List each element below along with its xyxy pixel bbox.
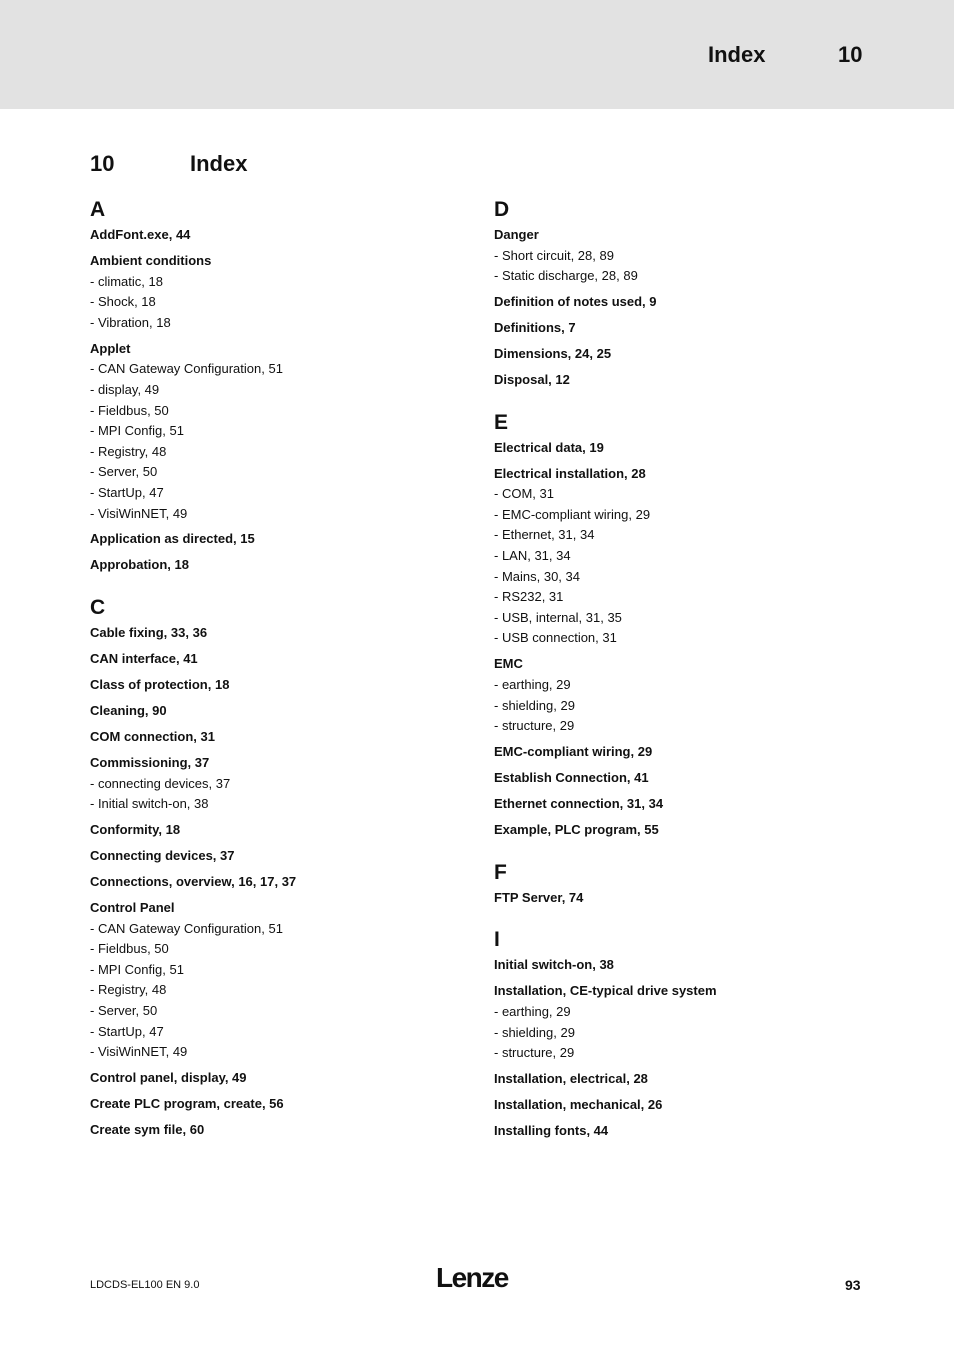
index-entry-term[interactable]: Installation, electrical, 28 [494, 1071, 648, 1087]
index-entry [494, 955, 874, 976]
index-entry-term[interactable]: Definition of notes used, 9 [494, 294, 657, 310]
index-subentry[interactable]: - CAN Gateway Configuration, 51 [90, 361, 283, 377]
index-entry [494, 794, 874, 815]
index-letter-heading: I [494, 928, 500, 952]
index-column-right [494, 198, 874, 1142]
index-entry [494, 292, 874, 313]
index-subentry[interactable]: - CAN Gateway Configuration, 51 [90, 920, 283, 936]
index-entry-term[interactable]: Disposal, 12 [494, 372, 570, 388]
index-entry-term[interactable]: Cable fixing, 33, 36 [90, 625, 208, 641]
index-entry-term[interactable]: Ambient conditions [90, 252, 212, 268]
index-entry-term[interactable]: EMC [494, 656, 523, 672]
index-entry [90, 649, 470, 670]
index-entry-term[interactable]: Cleaning, 90 [90, 703, 167, 719]
index-entry [494, 888, 874, 909]
index-entry [494, 318, 874, 339]
index-entry [90, 727, 470, 748]
running-header-title: Index [708, 42, 766, 67]
index-entry [90, 225, 470, 246]
index-entry [90, 846, 470, 867]
index-subentry[interactable]: - EMC-compliant wiring, 29 [494, 506, 651, 522]
index-subentry[interactable]: - VisiWinNET, 49 [90, 505, 188, 521]
index-entry [90, 820, 470, 841]
index-subentry[interactable]: - VisiWinNET, 49 [90, 1044, 188, 1060]
page-number: 93 [845, 1277, 861, 1293]
index-entry-term[interactable]: Installing fonts, 44 [494, 1123, 609, 1139]
index-entry [90, 675, 470, 696]
index-entry [90, 701, 470, 722]
index-entry-term[interactable]: Application as directed, 15 [90, 531, 255, 547]
index-letter-heading: D [494, 198, 510, 221]
index-entry [494, 742, 874, 763]
index-entry-term[interactable]: Class of protection, 18 [90, 677, 230, 693]
index-subentry[interactable]: - Vibration, 18 [90, 314, 171, 330]
index-entry [494, 370, 874, 391]
index-subentry[interactable]: - StartUp, 47 [90, 484, 164, 500]
index-entry-term[interactable]: EMC-compliant wiring, 29 [494, 744, 653, 760]
index-subentry[interactable]: - shielding, 29 [494, 697, 575, 713]
index-entry [494, 981, 874, 1063]
index-subentry[interactable]: - Server, 50 [90, 464, 158, 480]
index-entry [90, 872, 470, 893]
index-entry [494, 344, 874, 365]
index-entry [494, 464, 874, 649]
index-letter-heading: F [494, 860, 507, 884]
index-entry [90, 339, 470, 524]
index-subentry[interactable]: - Shock, 18 [90, 294, 156, 310]
index-subentry[interactable]: - Initial switch-on, 38 [90, 796, 209, 812]
index-entry-term[interactable]: Conformity, 18 [90, 822, 181, 838]
index-subentry[interactable]: - Server, 50 [90, 1003, 158, 1019]
document-code: LDCDS-EL100 EN 9.0 [90, 1279, 200, 1291]
index-entry-term[interactable]: Initial switch-on, 38 [494, 957, 614, 973]
index-entry [90, 555, 470, 576]
chapter-title: Index [190, 151, 248, 176]
index-subentry[interactable]: - shielding, 29 [494, 1024, 575, 1040]
index-entry-term[interactable]: Danger [494, 227, 539, 242]
index-entry [90, 1094, 470, 1115]
index-subentry[interactable]: - Registry, 48 [90, 443, 167, 459]
index-entry-term[interactable]: Ethernet connection, 31, 34 [494, 796, 664, 812]
header-band [0, 0, 954, 109]
index-entry [90, 1120, 470, 1141]
index-entry-term[interactable]: Create PLC program, create, 56 [90, 1096, 284, 1112]
index-entry-term[interactable]: Applet [90, 340, 131, 356]
index-subentry[interactable]: - Fieldbus, 50 [90, 941, 169, 957]
index-entry [494, 820, 874, 841]
index-subentry[interactable]: - connecting devices, 37 [90, 775, 231, 791]
index-subentry[interactable]: - LAN, 31, 34 [494, 548, 571, 564]
index-subentry[interactable]: - USB, internal, 31, 35 [494, 609, 622, 625]
index-entry-term[interactable]: Example, PLC program, 55 [494, 822, 659, 838]
index-entry [90, 251, 470, 333]
index-subentry[interactable]: - Short circuit, 28, 89 [494, 247, 614, 263]
index-subentry[interactable]: - earthing, 29 [494, 1003, 571, 1019]
index-entry-term[interactable]: Electrical data, 19 [494, 439, 604, 455]
index-entry-term[interactable]: Control panel, display, 49 [90, 1070, 247, 1086]
index-subentry[interactable]: - RS232, 31 [494, 589, 564, 605]
index-subentry[interactable]: - Static discharge, 28, 89 [494, 268, 638, 284]
index-entry [494, 654, 874, 736]
index-entry-term[interactable]: Connections, overview, 16, 17, 37 [90, 874, 297, 890]
index-entry [494, 1095, 874, 1116]
index-subentry[interactable]: - display, 49 [90, 381, 160, 397]
index-entry-term[interactable]: FTP Server, 74 [494, 889, 584, 905]
index-subentry[interactable]: - climatic, 18 [90, 273, 163, 289]
index-subentry[interactable]: - Registry, 48 [90, 982, 167, 998]
index-entry-term[interactable]: Installation, CE-typical drive system [494, 983, 717, 999]
index-entry [494, 768, 874, 789]
index-entry [90, 529, 470, 550]
index-entry-term[interactable]: Approbation, 18 [90, 557, 189, 573]
index-subentry[interactable]: - Mains, 30, 34 [494, 568, 580, 584]
chapter-number: 10 [90, 151, 115, 176]
index-entry [494, 438, 874, 459]
index-subentry[interactable]: - MPI Config, 51 [90, 961, 184, 977]
index-letter-heading: E [494, 410, 509, 434]
index-entry-term[interactable]: Commissioning, 37 [90, 754, 210, 770]
index-entry-term[interactable]: Create sym file, 60 [90, 1122, 205, 1138]
index-entry [90, 623, 470, 644]
index-subentry[interactable]: - USB connection, 31 [494, 630, 617, 646]
index-letter-heading: C [90, 596, 106, 620]
index-entry-term[interactable]: Establish Connection, 41 [494, 770, 649, 786]
index-entry [494, 225, 874, 287]
index-entry-term[interactable]: CAN interface, 41 [90, 651, 198, 667]
index-letter-heading: A [90, 198, 106, 221]
index-entry [90, 1068, 470, 1089]
index-subentry[interactable]: - Ethernet, 31, 34 [494, 527, 595, 543]
index-entry [494, 1121, 874, 1142]
index-subentry[interactable]: - COM, 31 [494, 486, 554, 502]
index-column-left [90, 198, 470, 1141]
index-subentry[interactable]: - earthing, 29 [494, 677, 571, 693]
index-entry [90, 753, 470, 815]
index-entry-term[interactable]: Definitions, 7 [494, 320, 576, 336]
index-entry [494, 1069, 874, 1090]
index-entry [90, 898, 470, 1063]
index-entry-term[interactable]: Connecting devices, 37 [90, 848, 235, 864]
index-entry-term[interactable]: Electrical installation, 28 [494, 465, 646, 481]
lenze-logo: Lenze [436, 1262, 508, 1293]
index-entry-term[interactable]: Dimensions, 24, 25 [494, 346, 612, 362]
index-subentry[interactable]: - structure, 29 [494, 718, 575, 734]
index-subentry[interactable]: - MPI Config, 51 [90, 423, 184, 439]
index-entry-term[interactable]: COM connection, 31 [90, 729, 215, 744]
index-subentry[interactable]: - structure, 29 [494, 1045, 575, 1061]
index-subentry[interactable]: - Fieldbus, 50 [90, 402, 169, 418]
index-entry-term[interactable]: Installation, mechanical, 26 [494, 1097, 663, 1113]
running-header-chapter: 10 [838, 42, 863, 67]
index-entry-term[interactable]: Control Panel [90, 900, 175, 916]
index-subentry[interactable]: - StartUp, 47 [90, 1023, 164, 1039]
index-entry-term[interactable]: AddFont.exe, 44 [90, 227, 191, 242]
